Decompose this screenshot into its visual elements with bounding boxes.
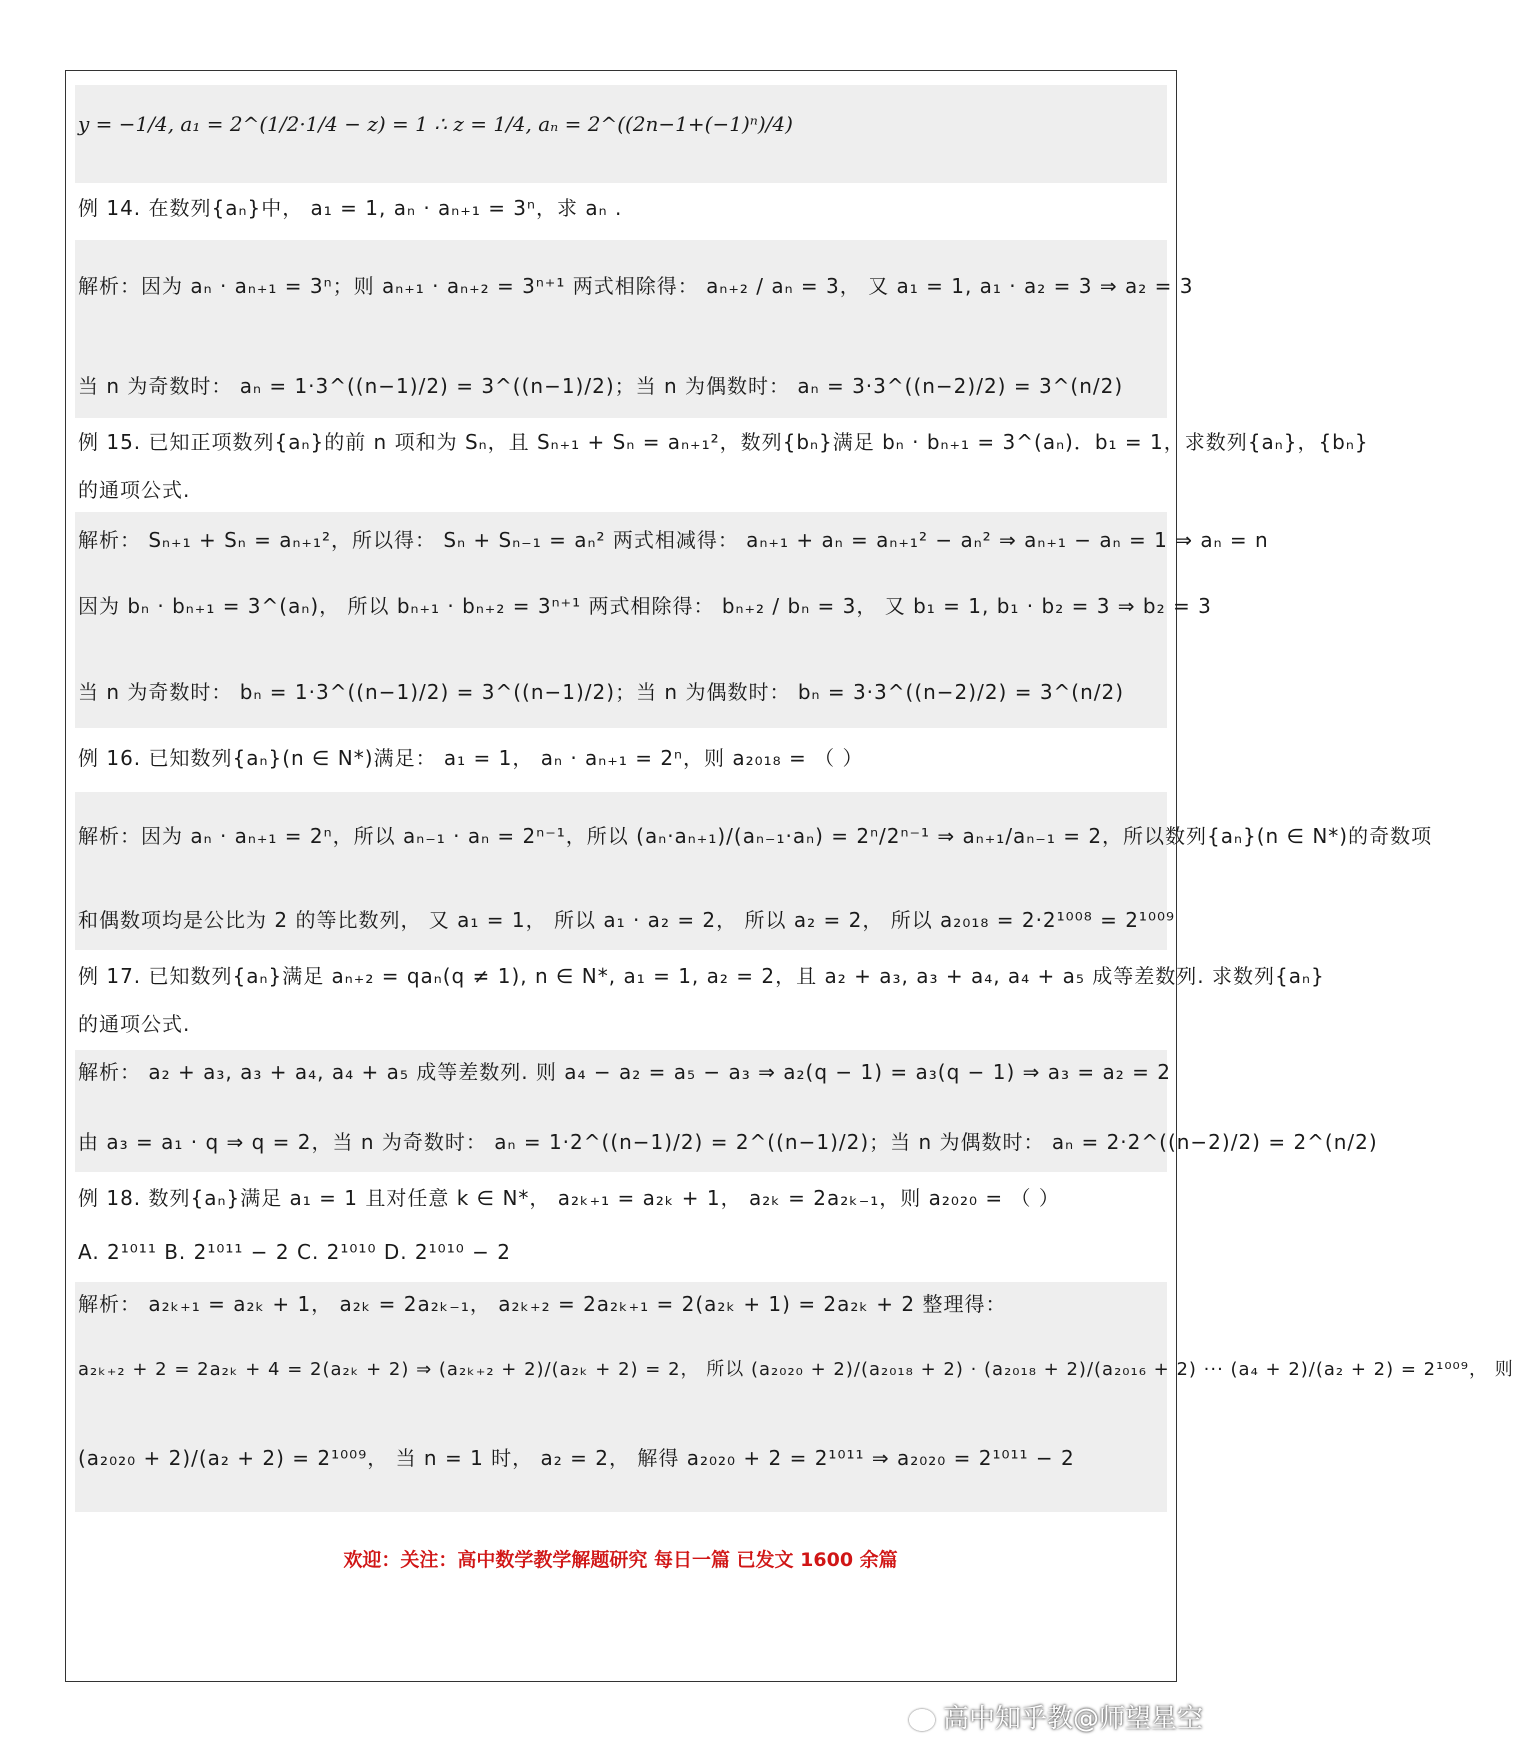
example-18-choices: A. 2¹⁰¹¹ B. 2¹⁰¹¹ − 2 C. 2¹⁰¹⁰ D. 2¹⁰¹⁰ − 2 — [78, 1240, 511, 1264]
example-14-title: 例 14. 在数列{aₙ}中， a₁ = 1, aₙ · aₙ₊₁ = 3ⁿ，求 aₙ . — [78, 196, 623, 220]
example-17-solution-line-2: 由 a₃ = a₁ · q ⇒ q = 2，当 n 为奇数时： aₙ = 1·2^((n−1)/2) = 2^((n−1)/2)；当 n 为偶数时： aₙ = 2·2^((n−2)/2) = 2^(n/2) — [78, 1130, 1378, 1154]
example-18-solution-line-2: a₂ₖ₊₂ + 2 = 2a₂ₖ + 4 = 2(a₂ₖ + 2) ⇒ (a₂ₖ₊₂ + 2)/(a₂ₖ + 2) = 2， 所以 (a₂₀₂₀ + 2)/(a₂₀₁₈ + 2) · (a₂₀₁₈ + 2)/(a₂₀₁₆ + 2) ··· (a₄ + 2)/(a₂ + 2) = 2¹⁰⁰⁹， 则 — [78, 1359, 1514, 1380]
example-17-title: 例 17. 已知数列{aₙ}满足 aₙ₊₂ = qaₙ(q ≠ 1), n ∈ N*, a₁ = 1, a₂ = 2，且 a₂ + a₃, a₃ + a₄, a₄ + a₅ 成等差数列. 求数列{aₙ} — [78, 964, 1325, 988]
example-14-solution-line-2: 当 n 为奇数时： aₙ = 1·3^((n−1)/2) = 3^((n−1)/2)；当 n 为偶数时： aₙ = 3·3^((n−2)/2) = 3^(n/2) — [78, 374, 1124, 398]
example-18-title: 例 18. 数列{aₙ}满足 a₁ = 1 且对任意 k ∈ N*， a₂ₖ₊₁ = a₂ₖ + 1， a₂ₖ = 2a₂ₖ₋₁，则 a₂₀₂₀ = （ ） — [78, 1186, 1060, 1210]
example-16-solution-line-2: 和偶数项均是公比为 2 的等比数列， 又 a₁ = 1， 所以 a₁ · a₂ = 2， 所以 a₂ = 2， 所以 a₂₀₁₈ = 2·2¹⁰⁰⁸ = 2¹⁰⁰⁹ — [78, 908, 1175, 932]
watermark-text: 高中知乎教@师望星空 — [942, 1704, 1203, 1734]
example-16-solution-line-1: 解析：因为 aₙ · aₙ₊₁ = 2ⁿ，所以 aₙ₋₁ · aₙ = 2ⁿ⁻¹，所以 (aₙ·aₙ₊₁)/(aₙ₋₁·aₙ) = 2ⁿ/2ⁿ⁻¹ ⇒ aₙ₊₁/aₙ₋₁ = 2，所以数列{aₙ}(n ∈ N*)的奇数项 — [78, 824, 1433, 848]
example-18-solution-line-3: (a₂₀₂₀ + 2)/(a₂ + 2) = 2¹⁰⁰⁹， 当 n = 1 时， a₂ = 2， 解得 a₂₀₂₀ + 2 = 2¹⁰¹¹ ⇒ a₂₀₂₀ = 2¹⁰¹¹ − 2 — [78, 1446, 1075, 1470]
wechat-icon — [909, 1709, 935, 1731]
example-18-solution-line-1: 解析： a₂ₖ₊₁ = a₂ₖ + 1， a₂ₖ = 2a₂ₖ₋₁， a₂ₖ₊₂ = 2a₂ₖ₊₁ = 2(a₂ₖ + 1) = 2a₂ₖ + 2 整理得： — [78, 1292, 1007, 1316]
example-15-title-cont: 的通项公式. — [78, 478, 191, 502]
example-16-title: 例 16. 已知数列{aₙ}(n ∈ N*)满足： a₁ = 1， aₙ · aₙ₊₁ = 2ⁿ，则 a₂₀₁₈ = （ ） — [78, 746, 864, 770]
example-17-solution-line-1: 解析： a₂ + a₃, a₃ + a₄, a₄ + a₅ 成等差数列. 则 a₄ − a₂ = a₅ − a₃ ⇒ a₂(q − 1) = a₃(q − 1) ⇒ a₃ = a₂ = 2 — [78, 1060, 1171, 1084]
example-17-title-cont: 的通项公式. — [78, 1012, 191, 1036]
formula-line: y = −1/4, a₁ = 2^(1/2·1/4 − z) = 1 ∴ z = 1/4, aₙ = 2^((2n−1+(−1)ⁿ)/4) — [78, 112, 793, 136]
example-15-solution-line-3: 当 n 为奇数时： bₙ = 1·3^((n−1)/2) = 3^((n−1)/2)；当 n 为偶数时： bₙ = 3·3^((n−2)/2) = 3^(n/2) — [78, 680, 1125, 704]
example-15-solution-line-2: 因为 bₙ · bₙ₊₁ = 3^(aₙ)， 所以 bₙ₊₁ · bₙ₊₂ = 3ⁿ⁺¹ 两式相除得： bₙ₊₂ / bₙ = 3， 又 b₁ = 1, b₁ · b₂ = 3 ⇒ b₂ = 3 — [78, 594, 1212, 618]
footer-promo: 欢迎：关注：高中数学教学解题研究 每日一篇 已发文 1600 余篇 — [343, 1549, 898, 1571]
example-15-solution-line-1: 解析： Sₙ₊₁ + Sₙ = aₙ₊₁²，所以得： Sₙ + Sₙ₋₁ = aₙ² 两式相减得： aₙ₊₁ + aₙ = aₙ₊₁² − aₙ² ⇒ aₙ₊₁ − aₙ = 1 ⇒ aₙ = n — [78, 528, 1269, 552]
example-15-title: 例 15. 已知正项数列{aₙ}的前 n 项和为 Sₙ，且 Sₙ₊₁ + Sₙ = aₙ₊₁²，数列{bₙ}满足 bₙ · bₙ₊₁ = 3^(aₙ)．b₁ = 1，求数列{aₙ}，{bₙ} — [78, 430, 1369, 454]
watermark — [909, 1698, 1203, 1735]
example-14-solution-line-1: 解析：因为 aₙ · aₙ₊₁ = 3ⁿ；则 aₙ₊₁ · aₙ₊₂ = 3ⁿ⁺¹ 两式相除得： aₙ₊₂ / aₙ = 3， 又 a₁ = 1, a₁ · a₂ = 3 ⇒ a₂ = 3 — [78, 274, 1194, 298]
